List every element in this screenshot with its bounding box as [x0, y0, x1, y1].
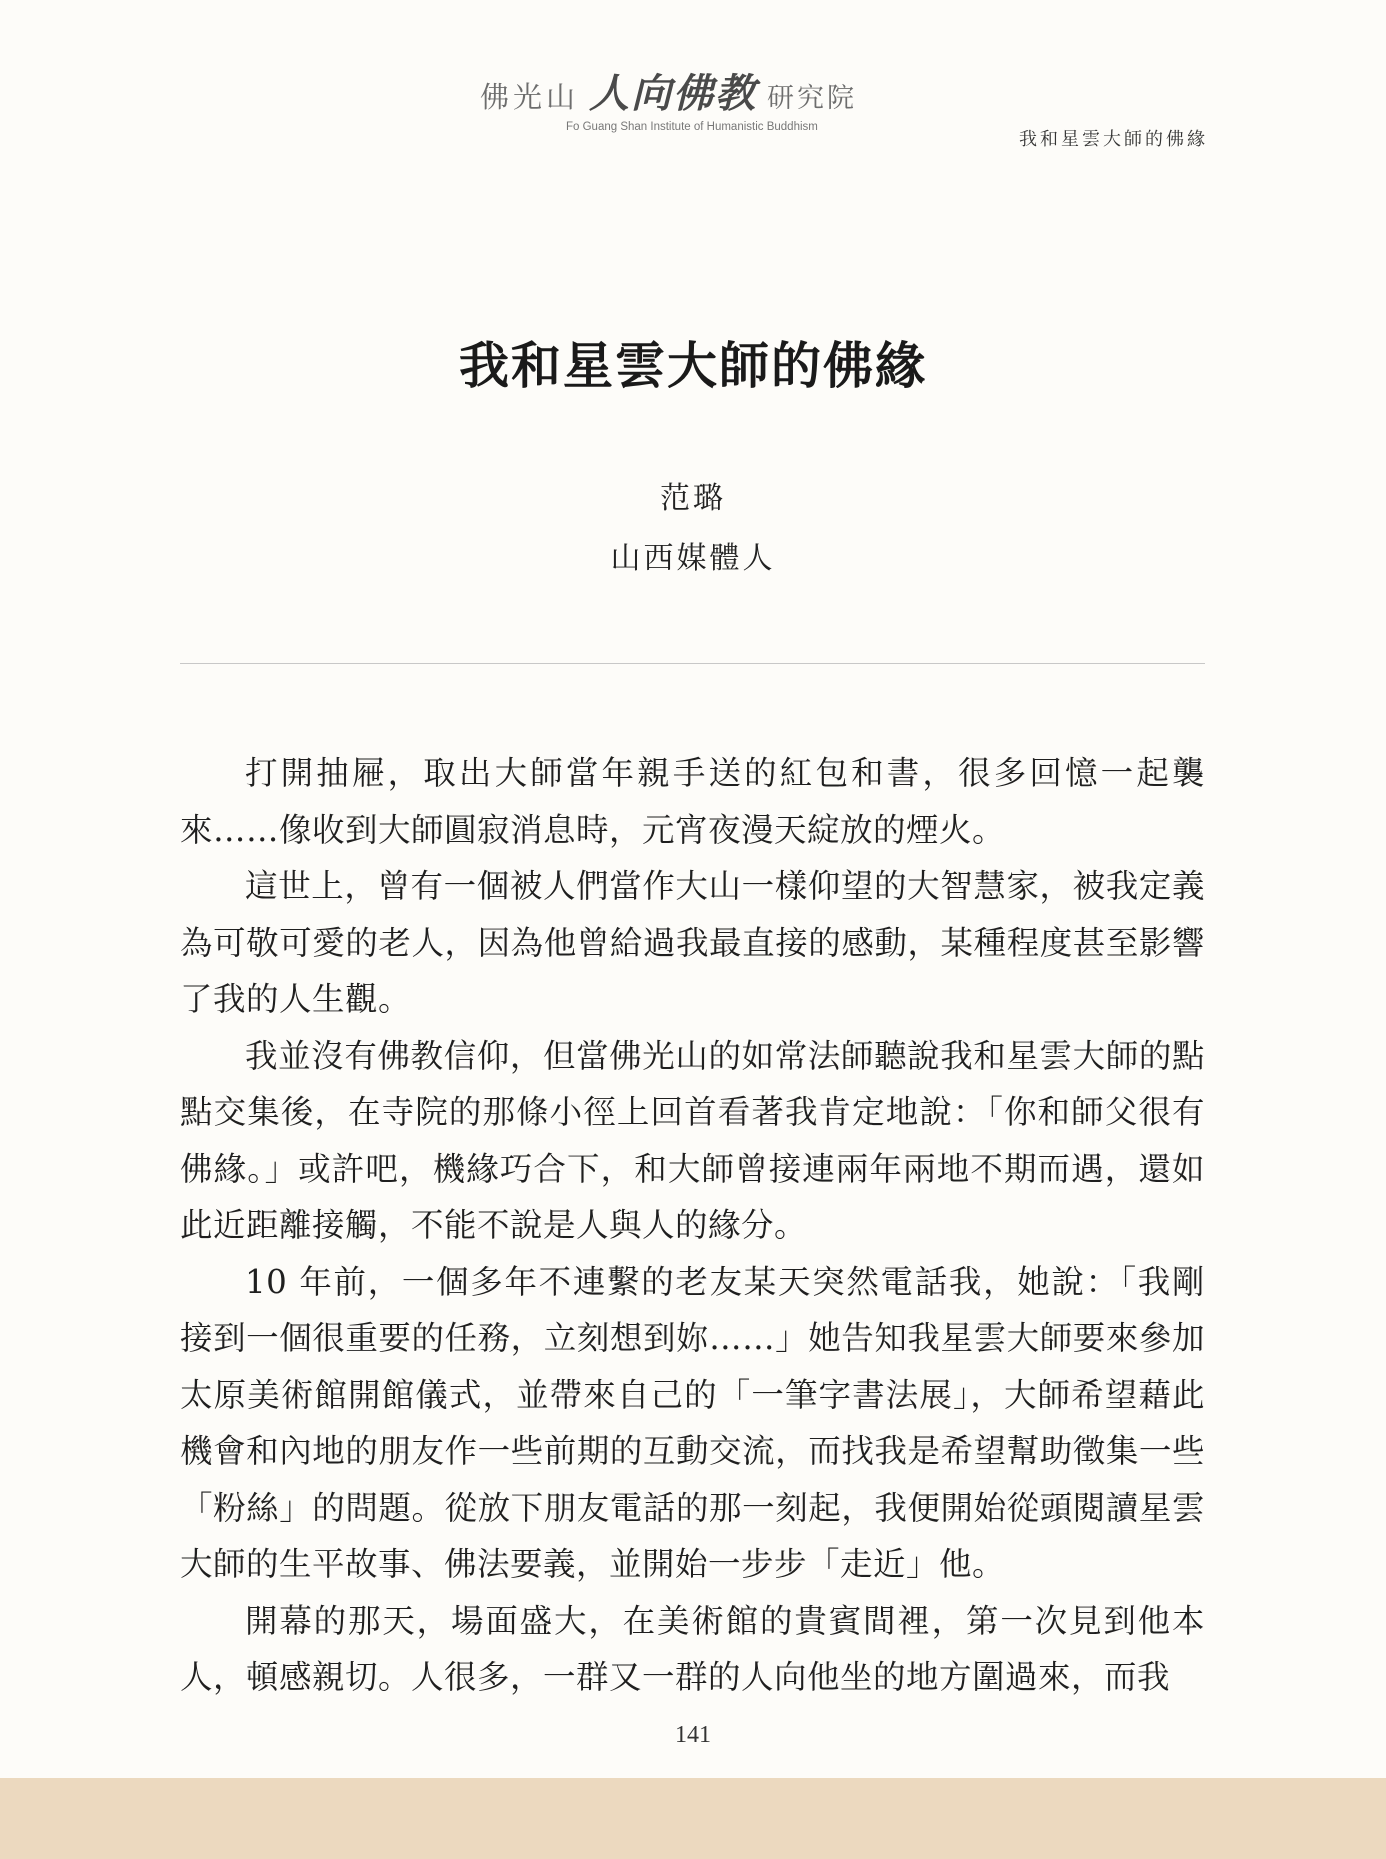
paragraph: 打開抽屜，取出大師當年親手送的紅包和書，很多回憶一起襲來……像收到大師圓寂消息時，元宵夜漫天綻放的煙火。 [180, 754, 1205, 849]
article-body [180, 745, 1205, 1706]
author-affiliation: 山西媒體人 [610, 541, 776, 576]
paragraph: 這世上，曾有一個被人們當作大山一樣仰望的大智慧家，被我定義為可敬可愛的老人，因為他曾給過我最直接的感動，某種程度甚至影響了我的人生觀。 [180, 867, 1205, 1018]
logo-english-name: Fo Guang Shan Institute of Humanistic Buddhism [566, 121, 818, 133]
article-title: 我和星雲大師的佛緣 [459, 335, 927, 395]
logo-suffix: 研究院 [767, 83, 858, 114]
paragraph: 開幕的那天，場面盛大，在美術館的貴賓間裡，第一次見到他本人，頓感親切。人很多，一群又一群的人向他坐的地方圍過來，而我 [180, 1601, 1205, 1696]
paragraph: 我並沒有佛教信仰，但當佛光山的如常法師聽說我和星雲大師的點點交集後，在寺院的那條小徑上回首看著我肯定地說：「你和師父很有佛緣。」或許吧，機緣巧合下，和大師曾接連兩年兩地不期而遇，還如此近距離接觸，不能不說是人與人的緣分。 [180, 1036, 1205, 1244]
logo-script: 人向佛教 [589, 70, 758, 117]
paragraph: 10 年前，一個多年不連繫的老友某天突然電話我，她說：「我剛接到一個很重要的任務，立刻想到妳……」她告知我星雲大師要來參加太原美術館開館儀式，並帶來自己的「一筆字書法展」，大師希望藉此機會和內地的朋友作一些前期的互動交流，而找我是希望幫助徵集一些「粉絲」的問題。從放下朋友電話的那一刻起，我便開始從頭閱讀星雲大師的生平故事、佛法要義，並開始一步步「走近」他。 [180, 1262, 1205, 1583]
author-name: 范璐 [660, 481, 726, 516]
logo-wordmark [480, 62, 900, 119]
running-header: 我和星雲大師的佛緣 [1019, 129, 1208, 150]
divider [180, 663, 1205, 664]
page-number: 141 [675, 1722, 711, 1748]
institute-logo [480, 62, 900, 133]
footer-band [0, 1778, 1386, 1859]
logo-prefix: 佛光山 [480, 80, 580, 114]
